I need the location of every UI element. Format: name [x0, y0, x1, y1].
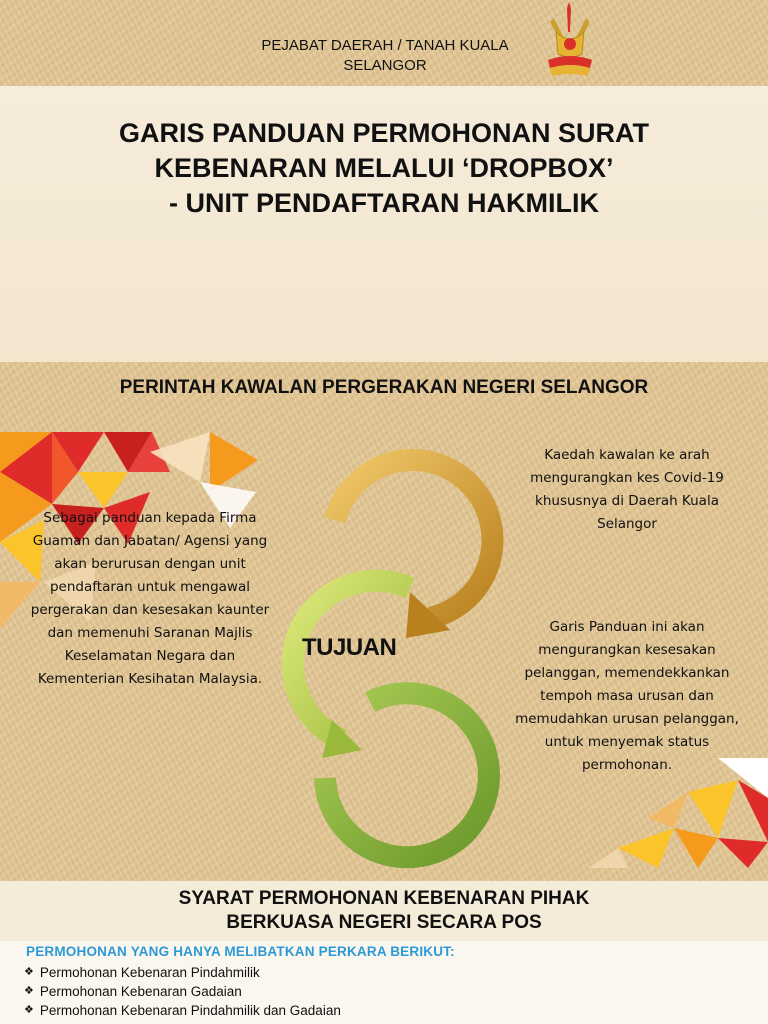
- purpose-left-text: Sebagai panduan kepada Firma Guaman dan Jabatan/ Agensi yang akan berurusan dengan unit pendaftaran untuk mengawal pergerakan dan kesesakan kaunter dan memenuhi Saranan Majlis Keselamatan Negara dan Kementerian Kesihatan Malaysia.: [30, 510, 270, 687]
- header: [0, 0, 768, 84]
- purpose-right-text-1: Kaedah kawalan ke arah mengurangkan kes Covid-19 khususnya di Daerah Kuala Selangor: [530, 447, 724, 532]
- title-line-1: GARIS PANDUAN PERMOHONAN SURAT: [118, 118, 649, 148]
- list-item-label: Permohonan Kebenaran Gadaian: [39, 984, 242, 999]
- diamond-bullet-icon: ❖: [24, 1004, 34, 1016]
- title-line-3: - UNIT PENDAFTARAN HAKMILIK: [169, 188, 599, 218]
- selangor-crest-icon: [540, 2, 600, 84]
- list-item: [24, 963, 341, 982]
- list-item: [24, 1001, 341, 1020]
- requirements-title: [0, 881, 768, 941]
- arrow-green: [325, 693, 489, 857]
- purpose-label: TUJUAN: [302, 634, 397, 661]
- office-line-1: PEJABAT DAERAH / TANAH KUALA: [261, 37, 509, 54]
- requirements-title-line-1: SYARAT PERMOHONAN KEBENARAN PIHAK: [178, 888, 590, 909]
- office-line-2: SELANGOR: [343, 57, 427, 74]
- section-subtitle: PERINTAH KAWALAN PERGERAKAN NEGERI SELANGOR: [119, 377, 649, 398]
- title-line-2: KEBENARAN MELALUI ‘DROPBOX’: [154, 153, 614, 183]
- page-title: [60, 116, 708, 221]
- diamond-bullet-icon: ❖: [24, 985, 34, 997]
- title-band: [0, 86, 768, 362]
- list-item-label: Permohonan Kebenaran Pindahmilik: [39, 965, 260, 980]
- diamond-bullet-icon: ❖: [24, 966, 34, 978]
- purpose-right-text-2: Garis Panduan ini akan mengurangkan kesesakan pelanggan, memendekkankan tempoh masa urusan dan memudahkan urusan pelanggan, untuk menyemak status permohonan.: [515, 619, 739, 773]
- arrow-gold: [335, 460, 492, 618]
- requirements-list: [24, 963, 341, 1020]
- office-name: [200, 36, 570, 76]
- requirements-section: [0, 941, 768, 1024]
- list-item-label: Permohonan Kebenaran Pindahmilik dan Gadaian: [39, 1003, 341, 1018]
- requirements-heading: PERMOHONAN YANG HANYA MELIBATKAN PERKARA BERIKUT:: [26, 944, 455, 959]
- requirements-title-line-2: BERKUASA NEGERI SECARA POS: [226, 912, 542, 933]
- list-item: [24, 982, 341, 1001]
